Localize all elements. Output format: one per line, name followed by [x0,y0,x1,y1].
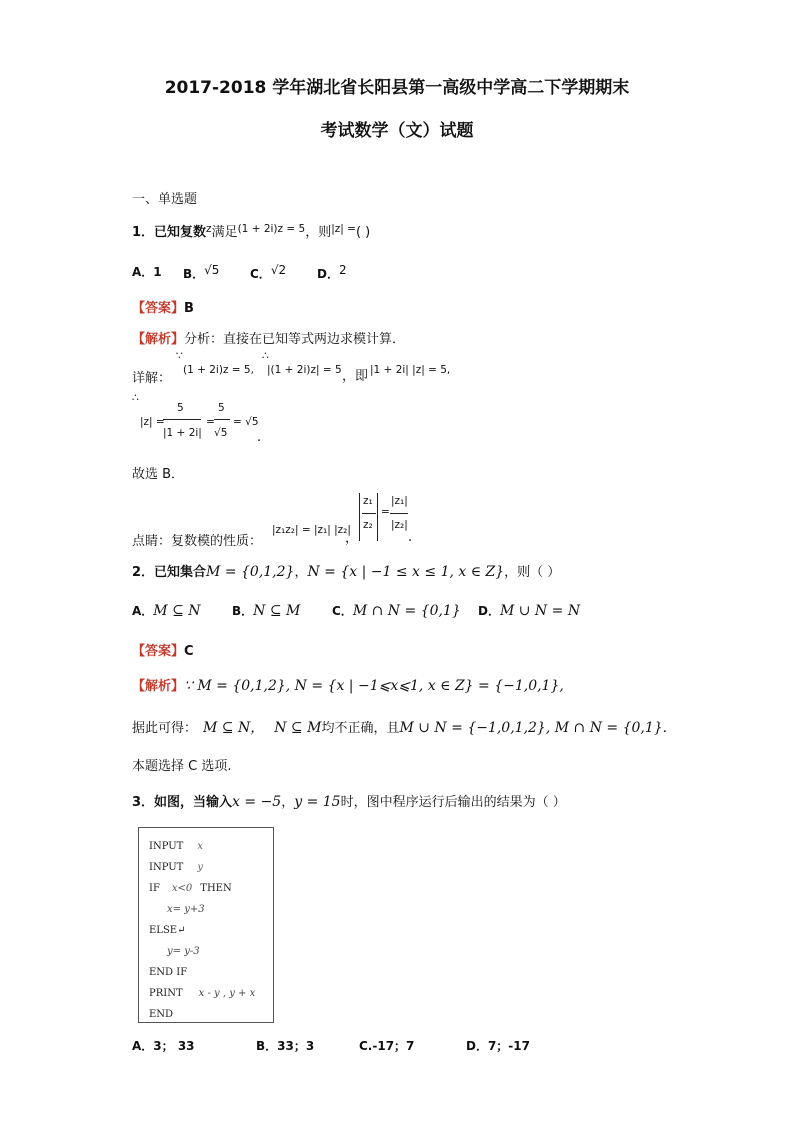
code-keyword: PRINT [149,988,183,999]
q1-note-frac-left-den: z₂ [363,519,373,531]
q1-answer [132,297,194,316]
q1-answer-value: B [184,301,194,316]
q1-eq-sign: = [206,416,215,428]
q1-frac2-numerator: 5 [218,402,225,414]
q1-analysis [132,328,405,347]
q1-note-eq: = [381,506,390,518]
q1-stem-text3: ，则 [305,225,332,240]
q1-detail-eq3: |1 + 2i| |z| = 5, [370,364,451,376]
q2-option-a [132,602,201,619]
q3-stem-x: x = −5 [232,794,282,810]
q2-option-a-label: A． [132,604,154,618]
q2-conclusion: 本题选择 C 选项. [132,759,232,774]
q3-option-b: B．33；3 [256,1039,315,1053]
q3-stem-y: y = 15 [294,794,341,810]
q2-stem-set-m: M = {0,1,2} [206,564,295,580]
q2-analysis-expression: ∵ M = {0,1,2}, N = {x | −1⩽x⩽1, x ∈ Z} = {−1,0,1}, [184,678,564,694]
q1-stem-text2: 满足 [211,225,238,240]
program-code-figure [138,827,274,1023]
code-expression: x - y , y + x [198,988,256,999]
q1-stem-z: z [206,223,212,235]
code-line-8 [149,988,255,999]
q2-option-d-label: D． [478,604,500,618]
q1-frac-lhs: |z| = [140,416,165,428]
q1-note-frac-right-den: |z₂| [391,519,408,531]
q2-option-d-value: M ∪ N = N [499,603,581,619]
q3-stem-text2: 时，图中程序运行后输出的结果为（ ） [340,795,566,810]
paper-title-line2: 考试数学（文）试题 [320,121,474,141]
q1-frac2-denominator: √5 [214,427,228,439]
q1-option-a: A．1 [132,265,162,279]
q1-option-c [250,263,286,282]
q1-conclusion: 故选 B． [132,467,185,482]
q1-analysis-tag: 【解析】 [132,332,185,347]
q1-note-abs-left [359,493,360,541]
q1-stem-paren: ( ) [355,225,371,240]
code-line-1 [149,841,203,852]
q1-note-label: 点睛：复数模的性质： [132,534,263,549]
q1-option-d [317,263,347,282]
q2-answer-value: C [184,644,194,659]
q1-frac1-numerator: 5 [177,402,184,414]
q1-note-frac-right-bar [390,513,408,514]
q2-option-c-value: M ∩ N = {0,1} [352,603,461,619]
q1-detail-eq2: |(1 + 2i)z| = 5 [267,364,342,376]
q1-option-d-value: 2 [338,263,347,277]
q2-option-b-value: N ⊆ M [253,603,301,619]
q1-frac-result: = √5 [233,416,259,428]
q2-stem [132,561,560,580]
q2-stem-comma: ， [294,565,308,580]
q1-frac-period: . [257,430,262,445]
q2-option-a-value: M ⊆ N [153,603,201,619]
code-keyword: INPUT [149,862,184,873]
q2-derivation-m1: M ⊆ N， [203,720,265,736]
code-line-6: y= y-3 [167,946,200,957]
q1-frac2-bar [214,419,230,420]
q3-option-c: C.-17；7 [359,1039,415,1053]
q1-frac1-denominator: |1 + 2i| [163,427,202,439]
code-line-7: END IF [149,967,188,978]
q1-option-c-value: √2 [270,263,287,277]
q2-analysis [132,675,564,694]
q2-option-c-label: C． [332,604,353,618]
q2-stem-text: 2．已知集合 [132,565,207,580]
q1-stem [132,221,370,240]
section-heading: 一、单选题 [132,192,198,207]
q1-note-end: . [408,530,413,545]
q1-note-abs-right [377,493,378,541]
q1-note-eq1: |z₁z₂| = |z₁| |z₂| [272,524,351,536]
q3-option-a: A．3； 33 [132,1039,195,1053]
q1-therefore-symbol: ∴ [262,350,269,362]
q2-option-c [332,602,461,619]
q1-stem-equation: (1 + 2i)z = 5 [237,223,306,235]
q2-derivation-m2: N ⊆ M [274,720,322,736]
code-keyword: INPUT [149,841,184,852]
q2-stem-set-n: N = {x | −1 ≤ x ≤ 1, x ∈ Z} [307,564,505,580]
code-variable: y [197,862,204,873]
q2-derivation-text2: 均不正确，且 [321,721,400,736]
q1-stem-abs: |z| = [331,223,356,235]
q1-detail-label: 详解： [132,371,172,386]
q1-note-frac-left-bar [362,513,376,514]
q1-therefore-symbol-2: ∴ [132,392,139,404]
q1-answer-tag: 【答案】 [132,301,185,316]
paper-title-line1: 2017-2018 学年湖北省长阳县第一高级中学高二下学期期末 [164,78,630,98]
q1-analysis-text: 分析：直接在已知等式两边求模计算． [184,332,406,347]
code-line-5: ELSE↵ [149,925,186,936]
code-line-4: x= y+3 [167,904,205,915]
q1-option-b [183,263,219,282]
q2-analysis-tag: 【解析】 [132,679,185,694]
q2-derivation [132,717,667,737]
code-keyword: THEN [200,883,232,894]
q2-answer-tag: 【答案】 [132,644,185,659]
q1-option-c-label: C． [250,267,271,281]
q1-note-comma: ， [345,531,359,546]
q1-note-frac-left-num: z₁ [363,495,373,507]
q3-stem [132,791,566,810]
q2-derivation-text: 据此可得： [132,721,198,736]
code-keyword: IF [149,883,160,894]
q1-option-d-label: D． [317,267,339,281]
code-line-9: END [149,1009,174,1020]
q1-frac1-bar [163,419,201,420]
q1-option-b-value: √5 [204,263,220,277]
q1-stem-text: 1．已知复数 [132,225,207,240]
q2-stem-text2: ，则（ ） [504,565,561,580]
code-condition: x<0 [171,883,193,894]
q1-note-frac-right-num: |z₁| [391,495,408,507]
q1-detail-eq1: (1 + 2i)z = 5, [183,364,254,376]
q3-stem-comma: ， [281,795,295,810]
q2-option-b-label: B． [232,604,254,618]
code-line-2 [149,862,203,873]
q1-detail-mid: ，即 [342,369,369,384]
q3-stem-text: 3．如图，当输入 [132,795,233,810]
code-variable: x [197,841,203,852]
q2-option-b [232,602,300,619]
q1-because-symbol: ∵ [176,350,183,362]
q2-derivation-m3: M ∪ N = {−1,0,1,2}, M ∩ N = {0,1}. [399,720,668,736]
q2-answer [132,640,194,659]
q2-option-d [478,602,580,619]
code-line-3 [149,883,232,894]
q3-option-d: D．7；-17 [466,1039,530,1053]
q1-option-b-label: B． [183,267,205,281]
